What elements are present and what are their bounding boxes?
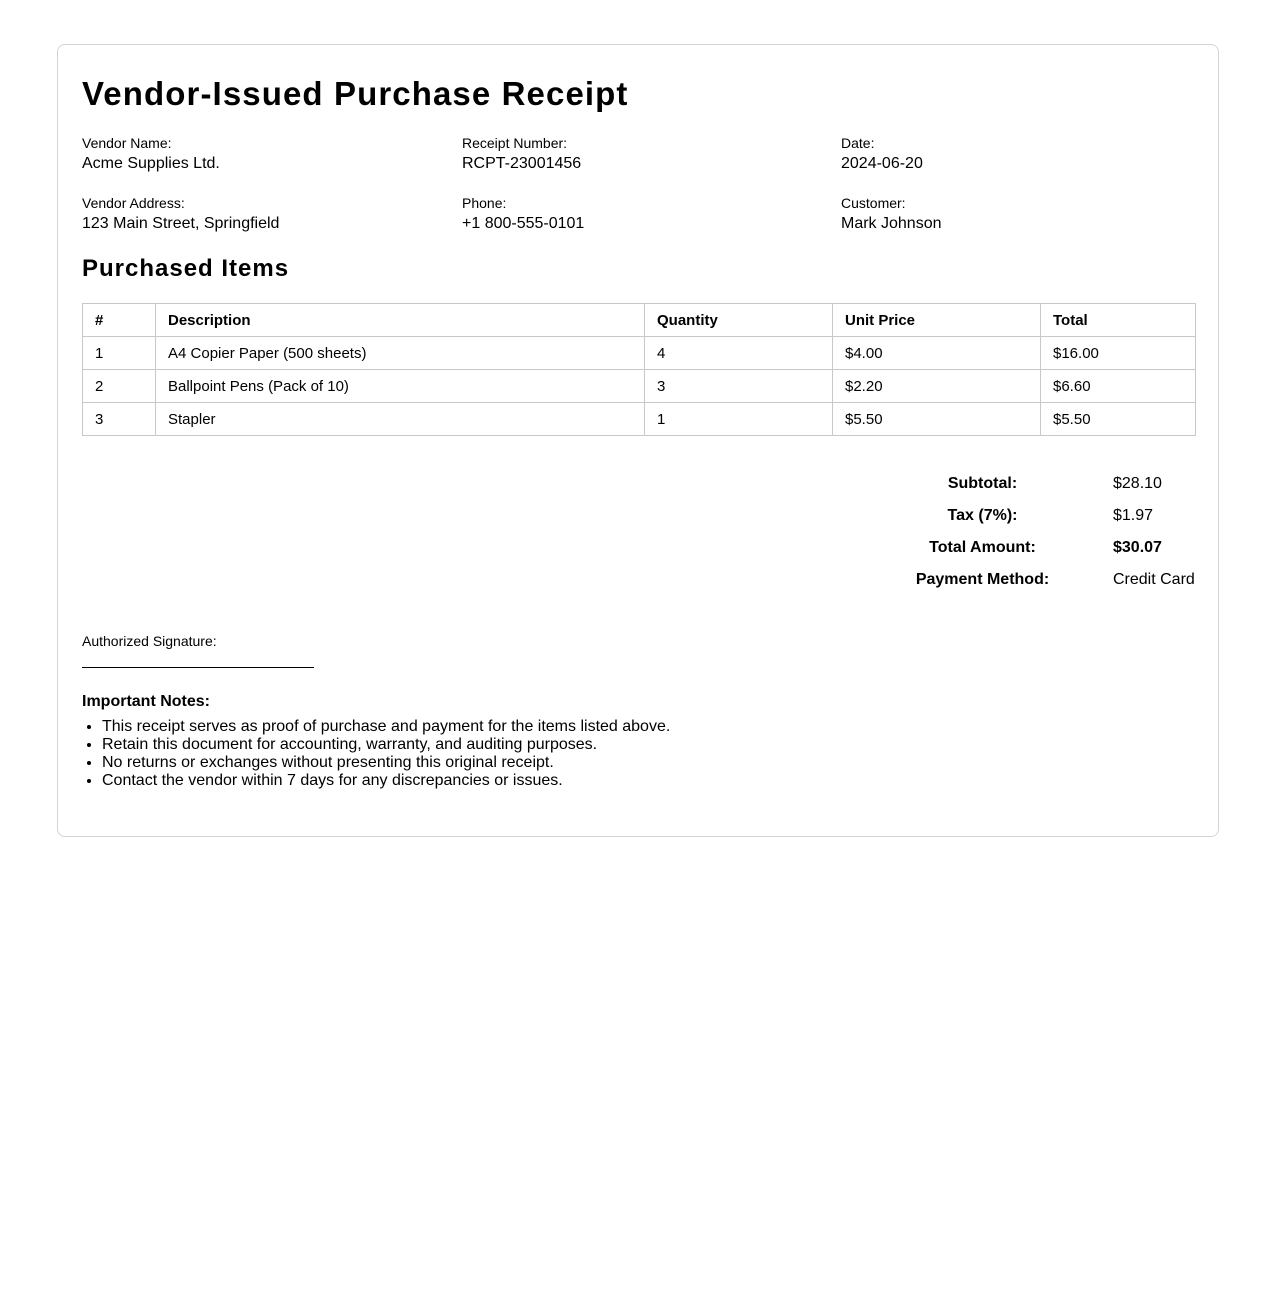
item-unit-price-cell: $4.00 xyxy=(833,337,1041,370)
total-amount-value: $30.07 xyxy=(1113,539,1162,556)
column-header-unit-price: Unit Price xyxy=(833,304,1041,337)
date-label: Date: xyxy=(841,135,875,151)
table-row xyxy=(83,337,1196,370)
vendor-address-field xyxy=(82,195,452,234)
column-header-quantity: Quantity xyxy=(645,304,833,337)
items-table xyxy=(82,303,1196,436)
table-row xyxy=(83,370,1196,403)
list-item: • Contact the vendor within 7 days for any discrepancies or issues. xyxy=(102,772,670,790)
phone-value: +1 800-555-0101 xyxy=(462,215,585,232)
subtotal-label: Subtotal: xyxy=(947,475,1018,492)
date-value: 2024-06-20 xyxy=(841,155,923,172)
payment-method-label: Payment Method: xyxy=(915,571,1050,588)
subtotal-value: $28.10 xyxy=(1113,475,1162,492)
list-item: • Retain this document for accounting, warranty, and auditing purposes. xyxy=(102,736,670,754)
item-total-cell: $5.50 xyxy=(1041,403,1196,436)
receipt-number-value: RCPT-23001456 xyxy=(462,155,582,172)
vendor-address-value: 123 Main Street, Springfield xyxy=(82,215,280,232)
list-item: • No returns or exchanges without presenting this original receipt. xyxy=(102,754,670,772)
item-quantity-cell: 1 xyxy=(645,403,833,436)
table-row xyxy=(83,403,1196,436)
item-number-cell: 3 xyxy=(83,403,156,436)
vendor-name-value: Acme Supplies Ltd. xyxy=(82,155,220,172)
column-header-number: # xyxy=(83,304,156,337)
customer-field xyxy=(841,195,1211,234)
item-total-cell: $6.60 xyxy=(1041,370,1196,403)
receipt-number-field xyxy=(462,135,832,174)
notes-title: Important Notes: xyxy=(82,693,210,710)
signature-label: Authorized Signature: xyxy=(82,633,217,649)
total-amount-row xyxy=(868,539,1218,571)
item-description-cell: Stapler xyxy=(156,403,645,436)
item-description-cell: A4 Copier Paper (500 sheets) xyxy=(156,337,645,370)
item-quantity-cell: 4 xyxy=(645,337,833,370)
vendor-address-label: Vendor Address: xyxy=(82,195,185,211)
payment-method-row xyxy=(868,571,1218,603)
subtotal-row xyxy=(868,475,1218,507)
receipt-card xyxy=(57,44,1219,837)
item-number-cell: 1 xyxy=(83,337,156,370)
signature-line xyxy=(82,667,314,668)
item-total-cell: $16.00 xyxy=(1041,337,1196,370)
purchased-items-heading: Purchased Items xyxy=(82,255,290,282)
totals-summary xyxy=(868,475,1218,603)
date-field xyxy=(841,135,1211,174)
tax-value: $1.97 xyxy=(1113,507,1154,524)
column-header-total: Total xyxy=(1041,304,1196,337)
receipt-number-label: Receipt Number: xyxy=(462,135,568,151)
receipt-title: Vendor-Issued Purchase Receipt xyxy=(82,75,629,112)
tax-label: Tax (7%): xyxy=(947,507,1018,524)
item-quantity-cell: 3 xyxy=(645,370,833,403)
phone-field xyxy=(462,195,832,234)
item-unit-price-cell: $5.50 xyxy=(833,403,1041,436)
item-unit-price-cell: $2.20 xyxy=(833,370,1041,403)
customer-value: Mark Johnson xyxy=(841,215,942,232)
column-header-description: Description xyxy=(156,304,645,337)
table-header-row xyxy=(83,304,1196,337)
payment-method-value: Credit Card xyxy=(1113,571,1195,588)
notes-list xyxy=(82,718,670,790)
vendor-name-label: Vendor Name: xyxy=(82,135,172,151)
tax-row xyxy=(868,507,1218,539)
list-item: • This receipt serves as proof of purchase and payment for the items listed above. xyxy=(102,718,670,736)
vendor-name-field xyxy=(82,135,452,174)
item-description-cell: Ballpoint Pens (Pack of 10) xyxy=(156,370,645,403)
item-number-cell: 2 xyxy=(83,370,156,403)
phone-label: Phone: xyxy=(462,195,507,211)
total-amount-label: Total Amount: xyxy=(929,539,1036,556)
customer-label: Customer: xyxy=(841,195,906,211)
